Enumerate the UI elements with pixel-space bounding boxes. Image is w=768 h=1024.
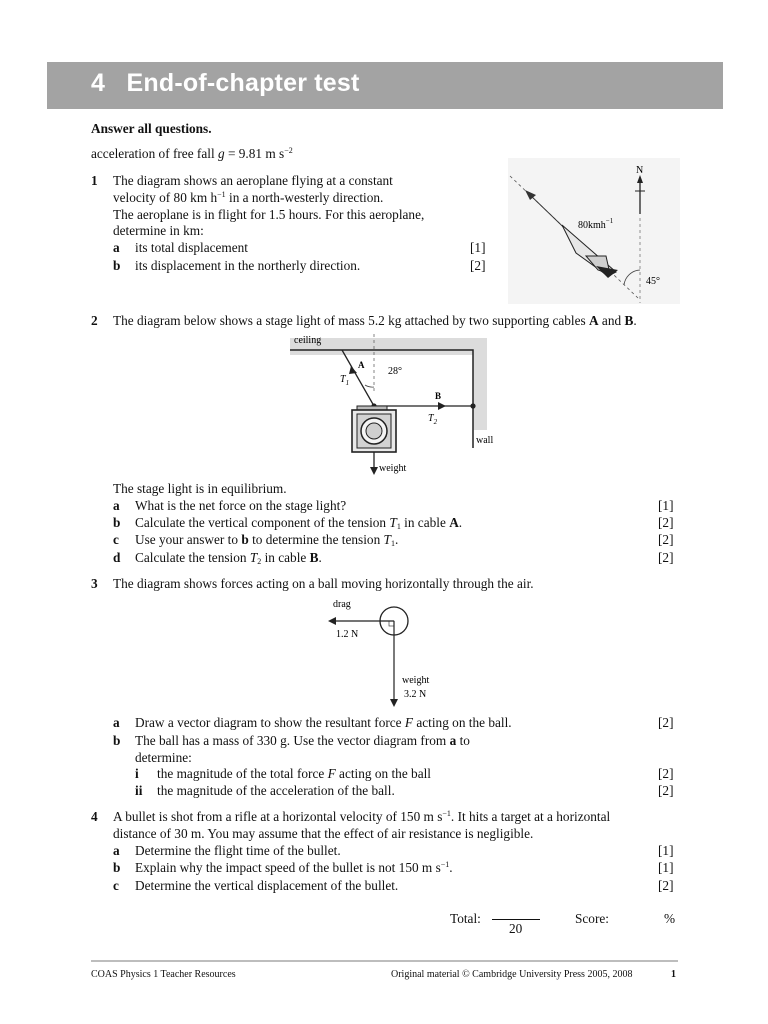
score-percent: % xyxy=(664,911,676,926)
q4c-text: Determine the vertical displacement of the bullet. xyxy=(135,878,399,893)
q2d-text: Calculate the tension $T_2$ in cable B. xyxy=(135,550,322,566)
cable-b-label: B xyxy=(435,391,442,401)
wall-hatch xyxy=(473,338,487,430)
cable-b-arrowhead xyxy=(438,402,446,410)
q4a-text: Determine the flight time of the bullet. xyxy=(135,843,341,858)
page-number: 1 xyxy=(671,969,676,980)
q4c-mark: [2] xyxy=(658,878,674,893)
q3-ball-forces-diagram xyxy=(325,596,445,711)
weight-arrowhead xyxy=(390,699,398,707)
weight-label: weight xyxy=(379,463,407,474)
q2a-text: What is the net force on the stage light? xyxy=(135,498,347,513)
q1b-mark: [2] xyxy=(470,258,486,273)
q3a-label: a xyxy=(113,715,120,730)
q3a-mark: [2] xyxy=(658,715,674,730)
angle-arc xyxy=(365,385,374,387)
constant-line: acceleration of free fall g = 9.81 m $s^{-2}$ xyxy=(91,146,293,161)
footer-divider xyxy=(91,960,678,962)
angle-label: 45° xyxy=(646,276,660,287)
q1a-mark: [1] xyxy=(470,240,486,255)
q1-line2: velocity of 80 km $h^{-1}$ in a north-westerly direction. xyxy=(113,190,384,205)
weight-value: 3.2 N xyxy=(404,689,427,700)
q4-line2: distance of 30 m. You may assume that the effect of air resistance is negligible. xyxy=(113,826,534,841)
q2c-label: c xyxy=(113,532,119,547)
q4b-mark: [1] xyxy=(658,860,674,875)
t2-label: $T_2$ xyxy=(428,413,438,426)
score-label: Score: xyxy=(575,911,609,926)
q4b-text: Explain why the impact speed of the bullet is not 150 m $s^{-1}$. xyxy=(135,860,453,875)
q3b-label: b xyxy=(113,733,121,748)
wall-label: wall xyxy=(476,435,494,446)
q4c-label: c xyxy=(113,878,119,893)
q2-intro: The diagram below shows a stage light of mass 5.2 kg attached by two supporting cables A and B. xyxy=(113,313,637,328)
q2-stage-light-diagram xyxy=(290,330,495,475)
q2-equilibrium: The stage light is in equilibrium. xyxy=(113,481,287,496)
q1-line1: The diagram shows an aeroplane flying at a constant xyxy=(113,173,393,188)
q1b-label: b xyxy=(113,258,121,273)
footer-copyright: Original material © Cambridge University Press 2005, 2008 xyxy=(391,969,633,980)
instructions: Answer all questions. xyxy=(91,121,212,136)
speed-label: 80kmh$^{-1}$ xyxy=(578,217,614,231)
drag-label: drag xyxy=(333,599,351,610)
q3bi-text: the magnitude of the total force F acting on the ball xyxy=(157,766,431,781)
chapter-number: 4 xyxy=(91,69,106,97)
total-label: Total: xyxy=(450,911,481,926)
q3bi-label: i xyxy=(135,766,139,781)
q1-number: 1 xyxy=(91,173,98,188)
q2a-label: a xyxy=(113,498,120,513)
cable-a xyxy=(342,350,374,406)
cable-a-arrowhead xyxy=(349,366,357,374)
drag-value: 1.2 N xyxy=(336,629,359,640)
q3b-text: The ball has a mass of 330 g. Use the vector diagram from a to xyxy=(135,733,470,748)
q3bii-label: ii xyxy=(135,783,143,798)
q2b-mark: [2] xyxy=(658,515,674,530)
q3-number: 3 xyxy=(91,576,98,591)
weight-arrowhead xyxy=(370,467,378,475)
weight-label: weight xyxy=(402,675,430,686)
q2b-text: Calculate the vertical component of the tension $T_1$ in cable A. xyxy=(135,515,463,531)
stage-light-icon xyxy=(352,406,396,452)
q1-line4: determine in km: xyxy=(113,223,204,238)
north-label: N xyxy=(636,165,644,176)
cable-a-label: A xyxy=(358,360,365,370)
q4-line1: A bullet is shot from a rifle at a horizontal velocity of 150 m $s^{-1}$. It hits a target at a horizontal xyxy=(113,809,611,824)
q3a-text: Draw a vector diagram to show the resultant force F acting on the ball. xyxy=(135,715,512,730)
q4-number: 4 xyxy=(91,809,98,824)
q2-number: 2 xyxy=(91,313,98,328)
q4b-label: b xyxy=(113,860,121,875)
q4a-mark: [1] xyxy=(658,843,674,858)
q3bii-mark: [2] xyxy=(658,783,674,798)
q2c-text: Use your answer to b to determine the tension $T_1$. xyxy=(135,532,399,548)
q3bi-mark: [2] xyxy=(658,766,674,781)
q2d-mark: [2] xyxy=(658,550,674,565)
q2b-label: b xyxy=(113,515,121,530)
q3b-text-continued: determine: xyxy=(135,750,192,765)
wall-attachment-point xyxy=(470,403,475,408)
footer-left: COAS Physics 1 Teacher Resources xyxy=(91,969,236,980)
q2a-mark: [1] xyxy=(658,498,674,513)
q2c-mark: [2] xyxy=(658,532,674,547)
total-out-of: 20 xyxy=(509,921,523,936)
t1-label: $T_1$ xyxy=(340,374,350,387)
ceiling-label: ceiling xyxy=(294,335,322,346)
total-fraction-line xyxy=(492,919,540,920)
q1b-text: its displacement in the northerly direction. xyxy=(135,258,361,273)
angle-label: 28° xyxy=(388,366,402,377)
q2d-label: d xyxy=(113,550,121,565)
q1a-label: a xyxy=(113,240,120,255)
q4a-label: a xyxy=(113,843,120,858)
q3-intro: The diagram shows forces acting on a ball moving horizontally through the air. xyxy=(113,576,534,591)
q1a-text: its total displacement xyxy=(135,240,248,255)
drag-arrowhead xyxy=(328,617,336,625)
q1-aeroplane-diagram xyxy=(508,158,680,304)
chapter-title: End-of-chapter test xyxy=(126,69,360,97)
q3bii-text: the magnitude of the acceleration of the ball. xyxy=(157,783,395,798)
q1-line3: The aeroplane is in flight for 1.5 hours. For this aeroplane, xyxy=(113,207,425,222)
page-title xyxy=(91,69,360,98)
